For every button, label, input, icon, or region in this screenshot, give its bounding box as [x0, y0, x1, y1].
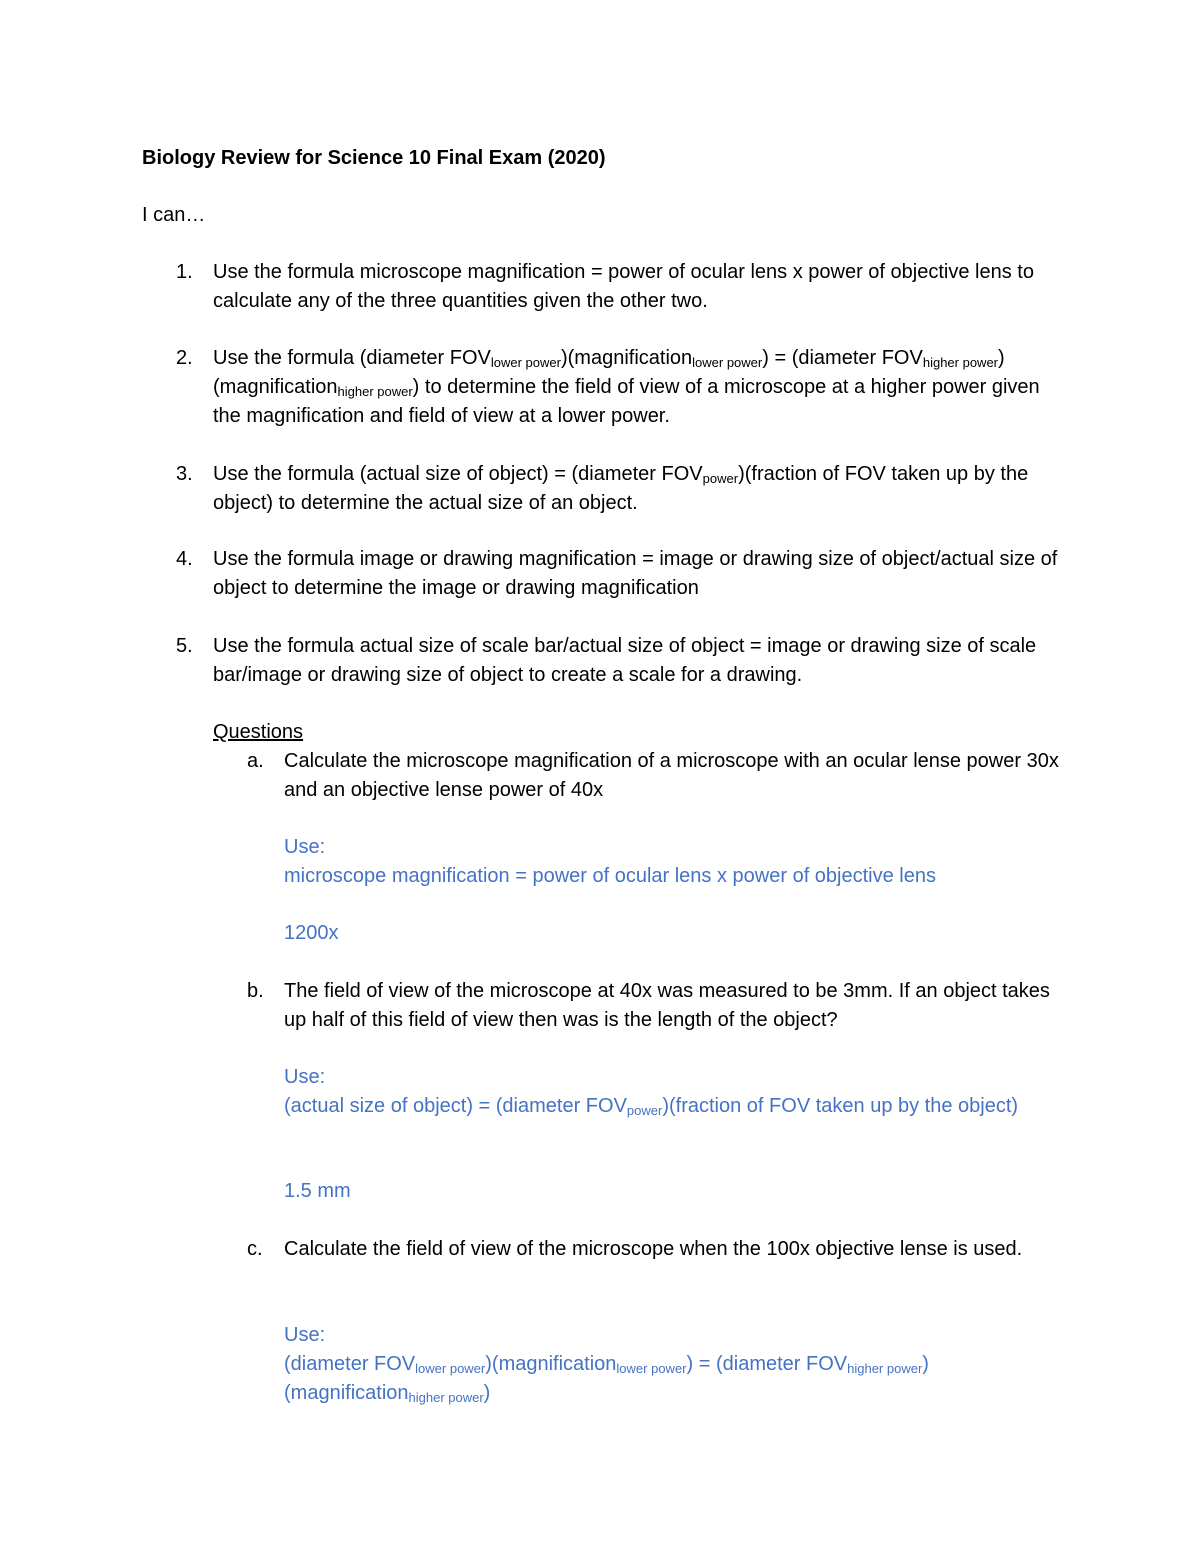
- question-letter: a.: [247, 750, 264, 772]
- item-text: Use the formula (diameter $FOV_{lower power})(magnification_{lower power})$ = (diameter $FOV_{higher power})(magnification_{higher power})$ to determine the field of view of a microscope at a higher power given the magnification and field of view at a lower power.: [213, 347, 1040, 427]
- use-label: Use:: [284, 836, 326, 858]
- formula-text: (actual size of object) = (diameter $FOV_{power})(fraction$ of FOV taken up by the object): [284, 1095, 1019, 1118]
- question-text: Calculate the microscope magnification of a microscope with an ocular lense power 30x and an objective lense power of 40x: [284, 750, 1059, 801]
- formula-text: (diameter $FOV_{lower power})(magnification_{lower power})$ = (diameter $FOV_{higher power})(magnification_{higher power})$: [284, 1353, 929, 1405]
- intro-text: I can…: [142, 204, 206, 226]
- item-text: Use the formula actual size of scale bar/actual size of object = image or drawing size of scale bar/image or drawing size of object to create a scale for a drawing.: [213, 635, 1037, 686]
- question-item: [213, 977, 1073, 1035]
- question-letter: c.: [247, 1238, 263, 1260]
- list-item: [142, 545, 1072, 603]
- question-item: [213, 747, 1073, 805]
- list-item: [142, 632, 1072, 690]
- item-number: 2.: [176, 347, 193, 369]
- list-item: [142, 344, 1072, 431]
- item-text: Use the formula (actual size of object) = (diameter $FOV_{power})(fraction$ of FOV taken up by the object) to determine the actual size of an object.: [213, 463, 1029, 514]
- questions-heading: Questions: [213, 721, 304, 743]
- item-number: 5.: [176, 635, 193, 657]
- item-text: Use the formula microscope magnification = power of ocular lens x power of objective lens to calculate any of the three quantities given the other two.: [213, 261, 1034, 312]
- item-number: 4.: [176, 548, 193, 570]
- answer-text: 1.5 mm: [284, 1180, 351, 1202]
- item-text: Use the formula image or drawing magnification = image or drawing size of object/actual size of object to determine the image or drawing magnification: [213, 548, 1058, 599]
- formula-text: microscope magnification = power of ocular lens x power of objective lens: [284, 865, 936, 887]
- question-letter: b.: [247, 980, 264, 1002]
- answer-text: 1200x: [284, 922, 339, 944]
- list-item: [142, 460, 1072, 518]
- question-item: [213, 1235, 1073, 1264]
- item-number: 3.: [176, 463, 193, 485]
- document-title: Biology Review for Science 10 Final Exam (2020): [142, 147, 606, 169]
- item-number: 1.: [176, 261, 193, 283]
- question-text: The field of view of the microscope at 40x was measured to be 3mm. If an object takes up half of this field of view then was is the length of the object?: [284, 980, 1050, 1031]
- list-item: [142, 258, 1072, 316]
- question-text: Calculate the field of view of the microscope when the 100x objective lense is used.: [284, 1238, 1023, 1260]
- use-label: Use:: [284, 1324, 326, 1346]
- use-label: Use:: [284, 1066, 326, 1088]
